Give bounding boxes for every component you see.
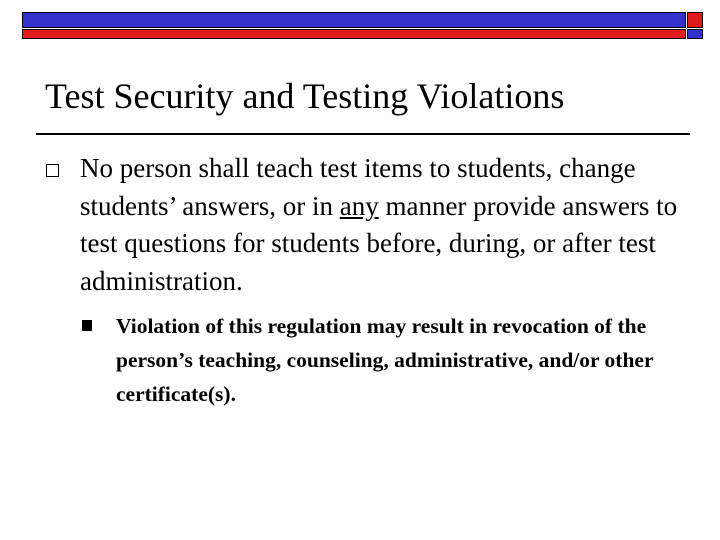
header-bar-blue: [22, 12, 686, 28]
sub-bullet-text: Violation of this regulation may result in revocation of the person’s teaching, counseling, administrative, and/or other certificate(s).: [116, 314, 654, 406]
header-bar-red: [22, 29, 686, 39]
header-square-blue: [687, 29, 703, 39]
title-divider: [36, 133, 690, 135]
bullet-text-start: No person shall teach test items to students, change students’ answers, or in: [80, 153, 636, 221]
filled-square-bullet-icon: [82, 320, 92, 331]
hollow-square-bullet-icon: [46, 164, 59, 177]
header-square-red: [687, 12, 703, 28]
bullet-text-emphasis: any: [339, 190, 379, 221]
bullet-text: [80, 150, 680, 300]
slide-title: Test Security and Testing Violations: [45, 76, 565, 116]
bullet-text-end: manner provide answers to test questions for students before, during, or after test administration.: [80, 190, 678, 296]
